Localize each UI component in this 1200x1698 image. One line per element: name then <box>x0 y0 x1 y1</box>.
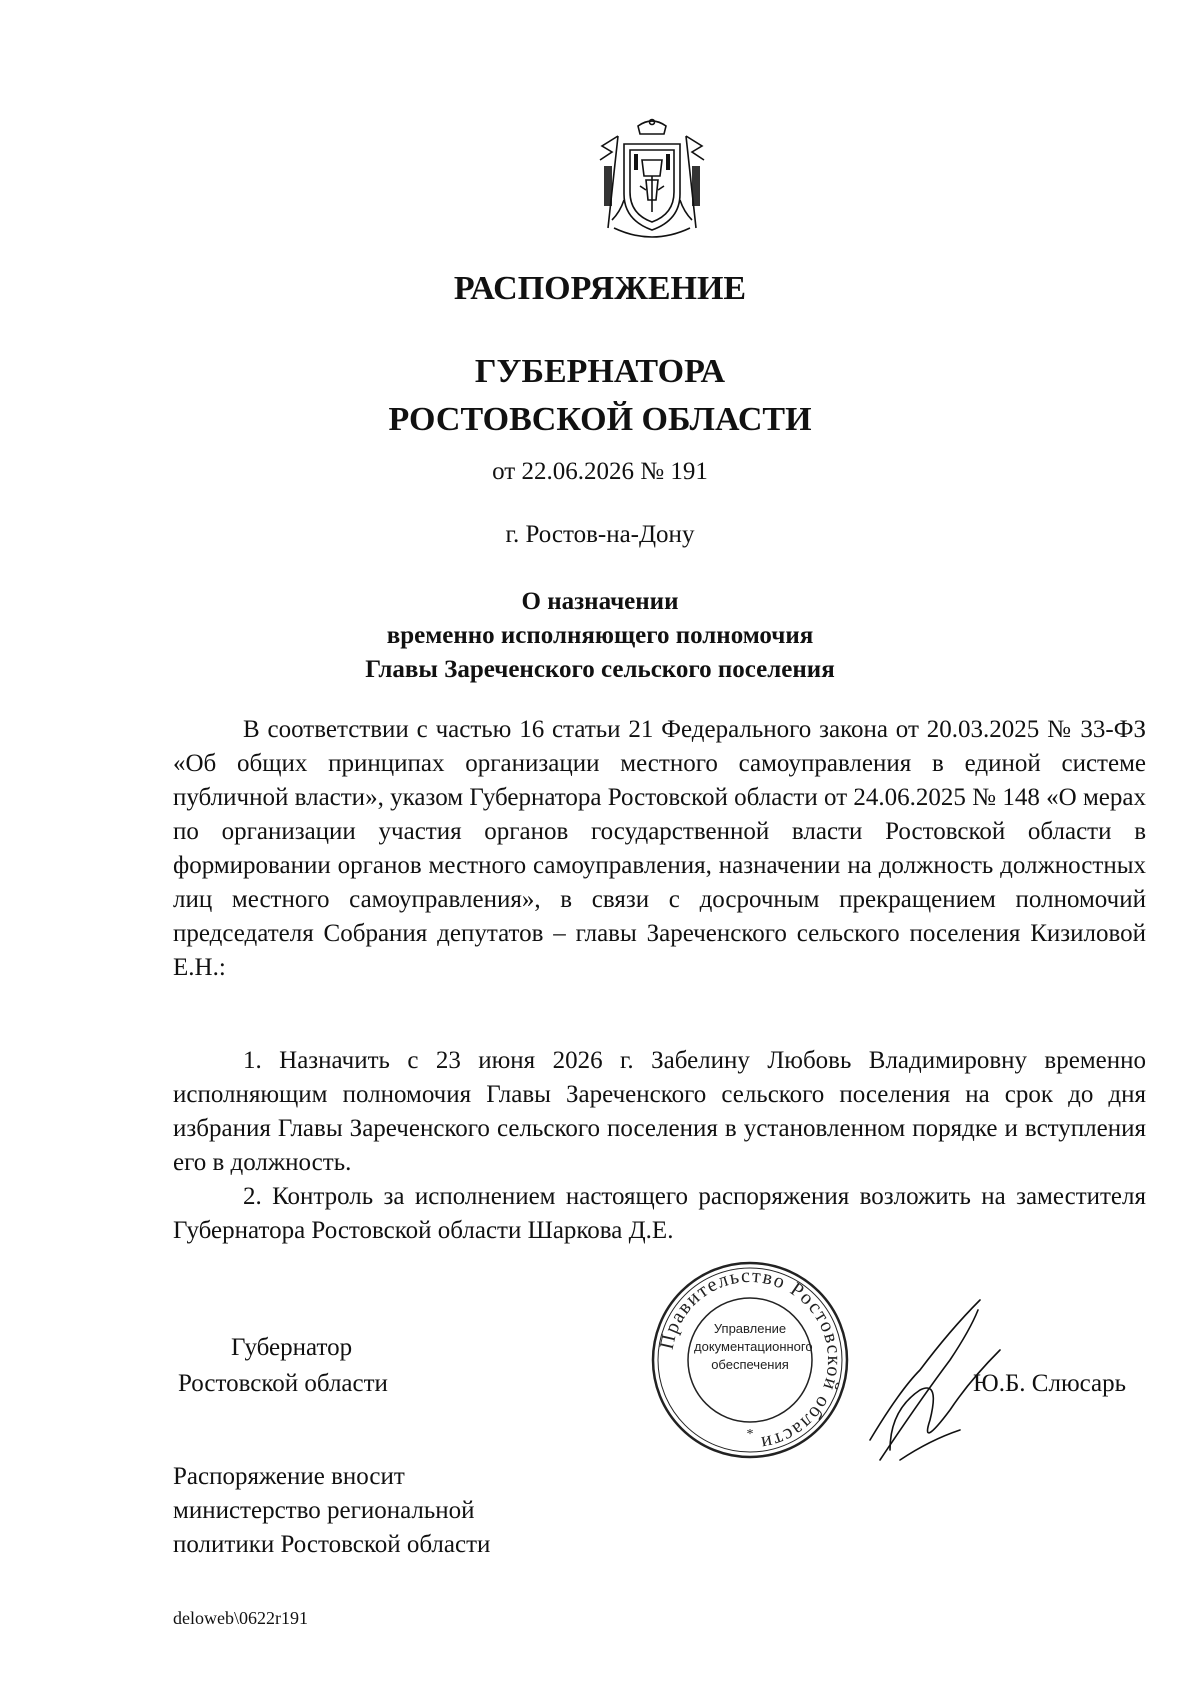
issuing-authority <box>0 348 1200 444</box>
order-item-2: 2. Контроль за исполнением настоящего распоряжения возложить на заместителя Губернатора Ростовской области Шаркова Д.Е. <box>173 1183 1146 1244</box>
stamp-inner-line-3: обеспечения <box>711 1357 789 1372</box>
stamp-inner-text <box>694 1320 813 1374</box>
signatory-title <box>178 1330 388 1402</box>
signatory-title-line-1: Губернатор <box>231 1334 353 1361</box>
author-note-line-2: министерство региональной <box>173 1497 475 1524</box>
file-reference: deloweb\0622r191 <box>173 1608 308 1628</box>
signatory-name: Ю.Б. Слюсарь <box>973 1370 1127 1397</box>
document-subject <box>0 585 1200 687</box>
stamp-inner-line-2: документационного <box>694 1339 813 1354</box>
stamp-star-icon: * <box>746 1427 754 1442</box>
official-stamp <box>650 1260 850 1460</box>
order-item-1: 1. Назначить с 23 июня 2026 г. Забелину Любовь Владимировну временно исполняющим полномочия Главы Зареченского сельского поселения на срок до дня избрания Главы Зареченского сельского поселения в установленном порядке и вступления его в должность. <box>173 1047 1146 1176</box>
preamble-section <box>173 713 1146 985</box>
document-number-date: от 22.06.2026 № 191 <box>492 458 708 485</box>
subject-line-3: Главы Зареченского сельского поселения <box>365 656 835 683</box>
stamp-inner-line-1: Управление <box>713 1321 787 1336</box>
author-note-line-1: Распоряжение вносит <box>173 1463 405 1490</box>
author-note-line-3: политики Ростовской области <box>173 1531 491 1558</box>
author-note <box>173 1460 490 1562</box>
stamp-outer-text: Правительство Ростовской области <box>655 1264 846 1455</box>
coat-of-arms-emblem <box>594 116 710 246</box>
authority-line-1: ГУБЕРНАТОРА <box>474 353 726 390</box>
order-items <box>173 1044 1146 1248</box>
subject-line-2: временно исполняющего полномочия <box>386 622 814 649</box>
preamble-paragraph: В соответствии с частью 16 статьи 21 Федерального закона от 20.03.2025 № 33-ФЗ «Об общих принципах организации местного самоуправления в единой системе публичной власти», указом Губернатора Ростовской области от 24.06.2025 № 148 «О мерах по организации участия органов государственной власти Ростовской области в формировании органов местного самоуправления, назначении на должность должностных лиц местного самоуправления», в связи с досрочным прекращением полномочий председателя Собрания депутатов – главы Зареченского сельского поселения Кизиловой Е.Н.: <box>173 716 1146 981</box>
signatory-title-line-2: Ростовской области <box>178 1370 388 1397</box>
authority-line-2: РОСТОВСКОЙ ОБЛАСТИ <box>388 401 812 438</box>
subject-line-1: О назначении <box>521 588 679 615</box>
document-city: г. Ростов-на-Дону <box>505 521 695 548</box>
document-type-heading: РАСПОРЯЖЕНИЕ <box>453 270 747 307</box>
